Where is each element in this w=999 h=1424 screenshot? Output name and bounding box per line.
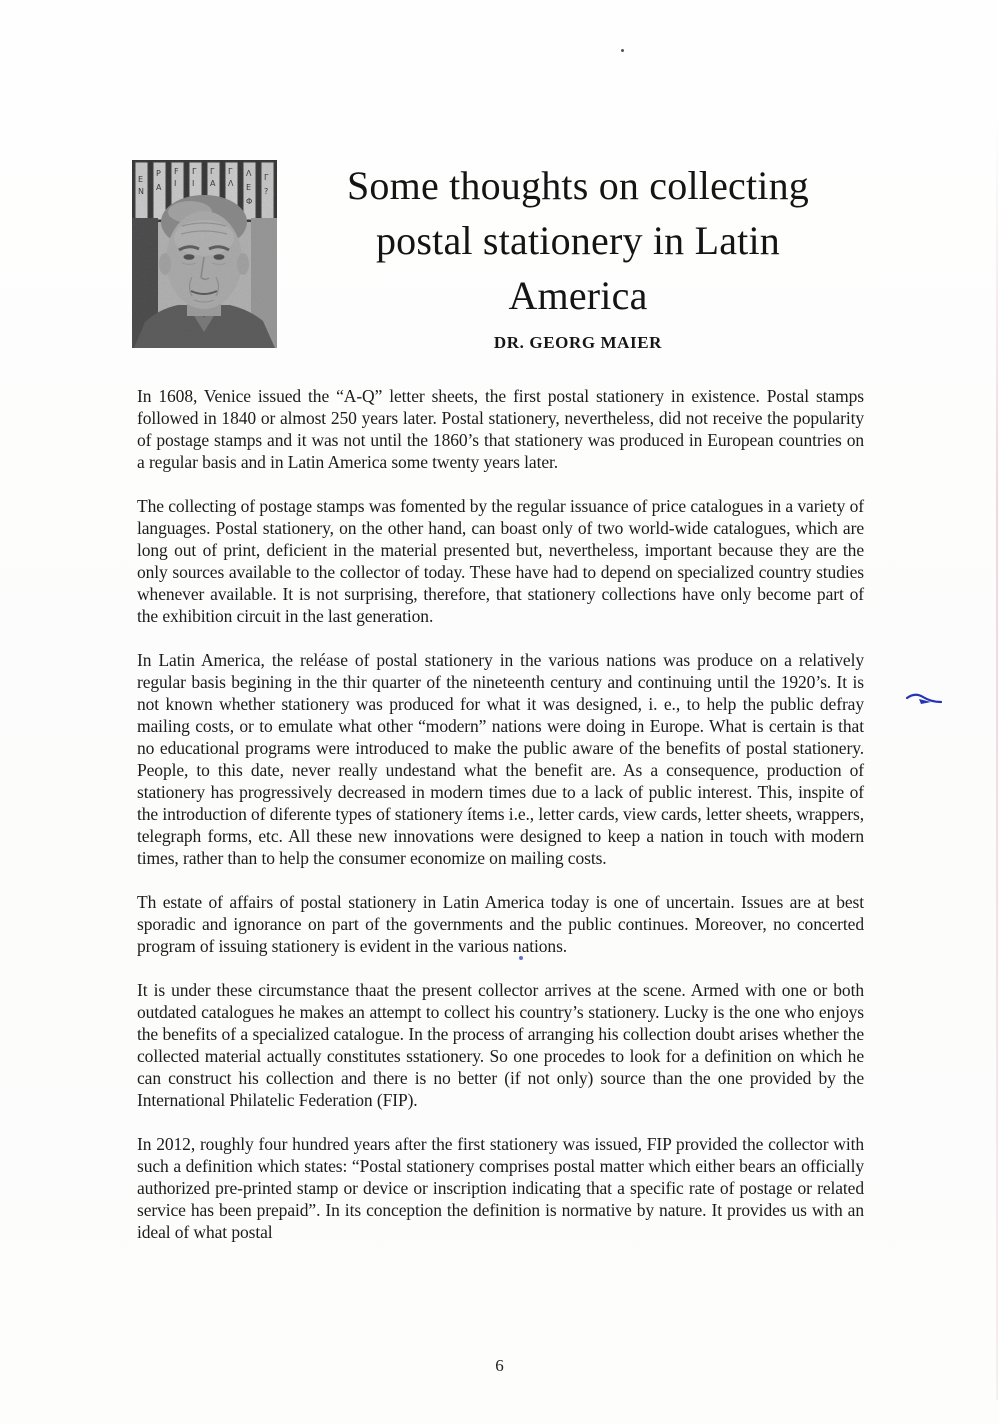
svg-text:E: E <box>246 183 252 192</box>
svg-text:Γ: Γ <box>228 167 233 176</box>
article-title-line-3: America <box>508 273 648 318</box>
svg-text:Γ: Γ <box>264 173 269 182</box>
svg-text:Λ: Λ <box>228 179 234 188</box>
svg-text:I: I <box>174 179 177 188</box>
author-photo <box>132 160 277 348</box>
article-title-line-2: postal stationery in Latin <box>375 218 780 263</box>
paragraph-6: In 2012, roughly four hundred years after the first stationery was issued, FIP provided the collector with such a definition which states: “Postal stationery comprises postal matter which either bears an officially authorized pre-printed stamp or device or inscription indicating that a specific rate of postage or related service has been prepaid”. In its conception the definition is normative by nature. It provides us with an ideal of what postal <box>137 1134 864 1242</box>
paragraph-1: In 1608, Venice issued the “A-Q” letter sheets, the first postal stationery in existence. Postal stamps followed in 1840 or almost 250 years later. Postal stationery, nevertheless, did not receive the popularity of postage stamps and it was not until the 1860’s that stationery was produced in European countries on a regular basis and in Latin America some twenty years later. <box>137 386 864 472</box>
ink-speck-icon <box>519 956 523 960</box>
svg-text:A: A <box>210 179 216 188</box>
paragraph-3: In Latin America, the reléase of postal stationery in the various nations was produce on a relatively regular basis begining in the thir quarter of the nineteenth century and continuing until the 1920’s. It is not known whether stationery was produced for what it was designed, i. e., to help the public defray mailing costs, or to emulate what other “modern” nations were doing in Europe. What is certain is that no educational programs were introduced to make the public aware of the benefits of postal stationery. People, to this date, never really undestand what the benefit are. As a consequence, production of stationery has progressively decreased in modern times due to a lack of public interest. This, inspite of the introduction of diferente types of stationery ítems i.e., letter cards, view cards, letter sheets, wrappers, telegraph forms, etc. All these new innovations were designed to keep a nation in touch with modern times, rather than to help the consumer economize on mailing costs. <box>137 650 864 868</box>
svg-text:?: ? <box>264 187 269 196</box>
page-number: 6 <box>495 1356 504 1375</box>
author-name: DR. GEORG MAIER <box>493 333 663 352</box>
scan-edge-artifact <box>996 120 998 1400</box>
svg-text:P: P <box>156 169 161 178</box>
paragraph-5: It is under these circumstance thaat the present collector arrives at the scene. Armed with one or both outdated catalogues he makes an attempt to collect his country’s stationery. Lucky is the one who enjoys the benefits of a specialized catalogue. In the process of arranging his collection doubt arises whether the collected material actually constitutes sstationery. So one procedes to look for a definition on which he can construct his collection and there is no better (if not only) source than the one provided by the International Philatelic Federation (FIP). <box>137 980 864 1110</box>
svg-text:F: F <box>174 167 179 176</box>
svg-text:Λ: Λ <box>246 169 252 178</box>
svg-text:E: E <box>138 175 144 184</box>
portrait-photo-graphic <box>132 160 277 348</box>
dust-speck-icon <box>621 49 624 52</box>
svg-text:I: I <box>192 179 195 188</box>
article-header <box>282 158 874 353</box>
pen-mark-icon <box>905 688 947 714</box>
article-body <box>137 385 864 1265</box>
svg-text:Γ: Γ <box>192 167 197 176</box>
svg-text:N: N <box>138 187 144 196</box>
article-title-line-1: Some thoughts on collecting <box>346 163 810 208</box>
svg-text:Φ: Φ <box>246 197 253 206</box>
svg-text:Γ: Γ <box>210 167 215 176</box>
paragraph-4: Th estate of affairs of postal stationery in Latin America today is one of uncertain. Issues are at best sporadic and ignorance on part of the governments and the public continues. Moreover, no concerted program of issuing stationery is evident in the various nations. <box>137 892 864 956</box>
svg-text:A: A <box>156 183 162 192</box>
paragraph-2: The collecting of postage stamps was fomented by the regular issuance of price catalogues in a variety of languages. Postal stationery, on the other hand, can boast only of two world-wide catalogues, which are long out of print, deficient in the material presented but, nevertheless, important because they are the only sources available to the collector of today. These have had to depend on specialized country studies whenever available. It is not surprising, therefore, that stationery collections have only become part of the exhibition circuit in the last generation. <box>137 496 864 626</box>
